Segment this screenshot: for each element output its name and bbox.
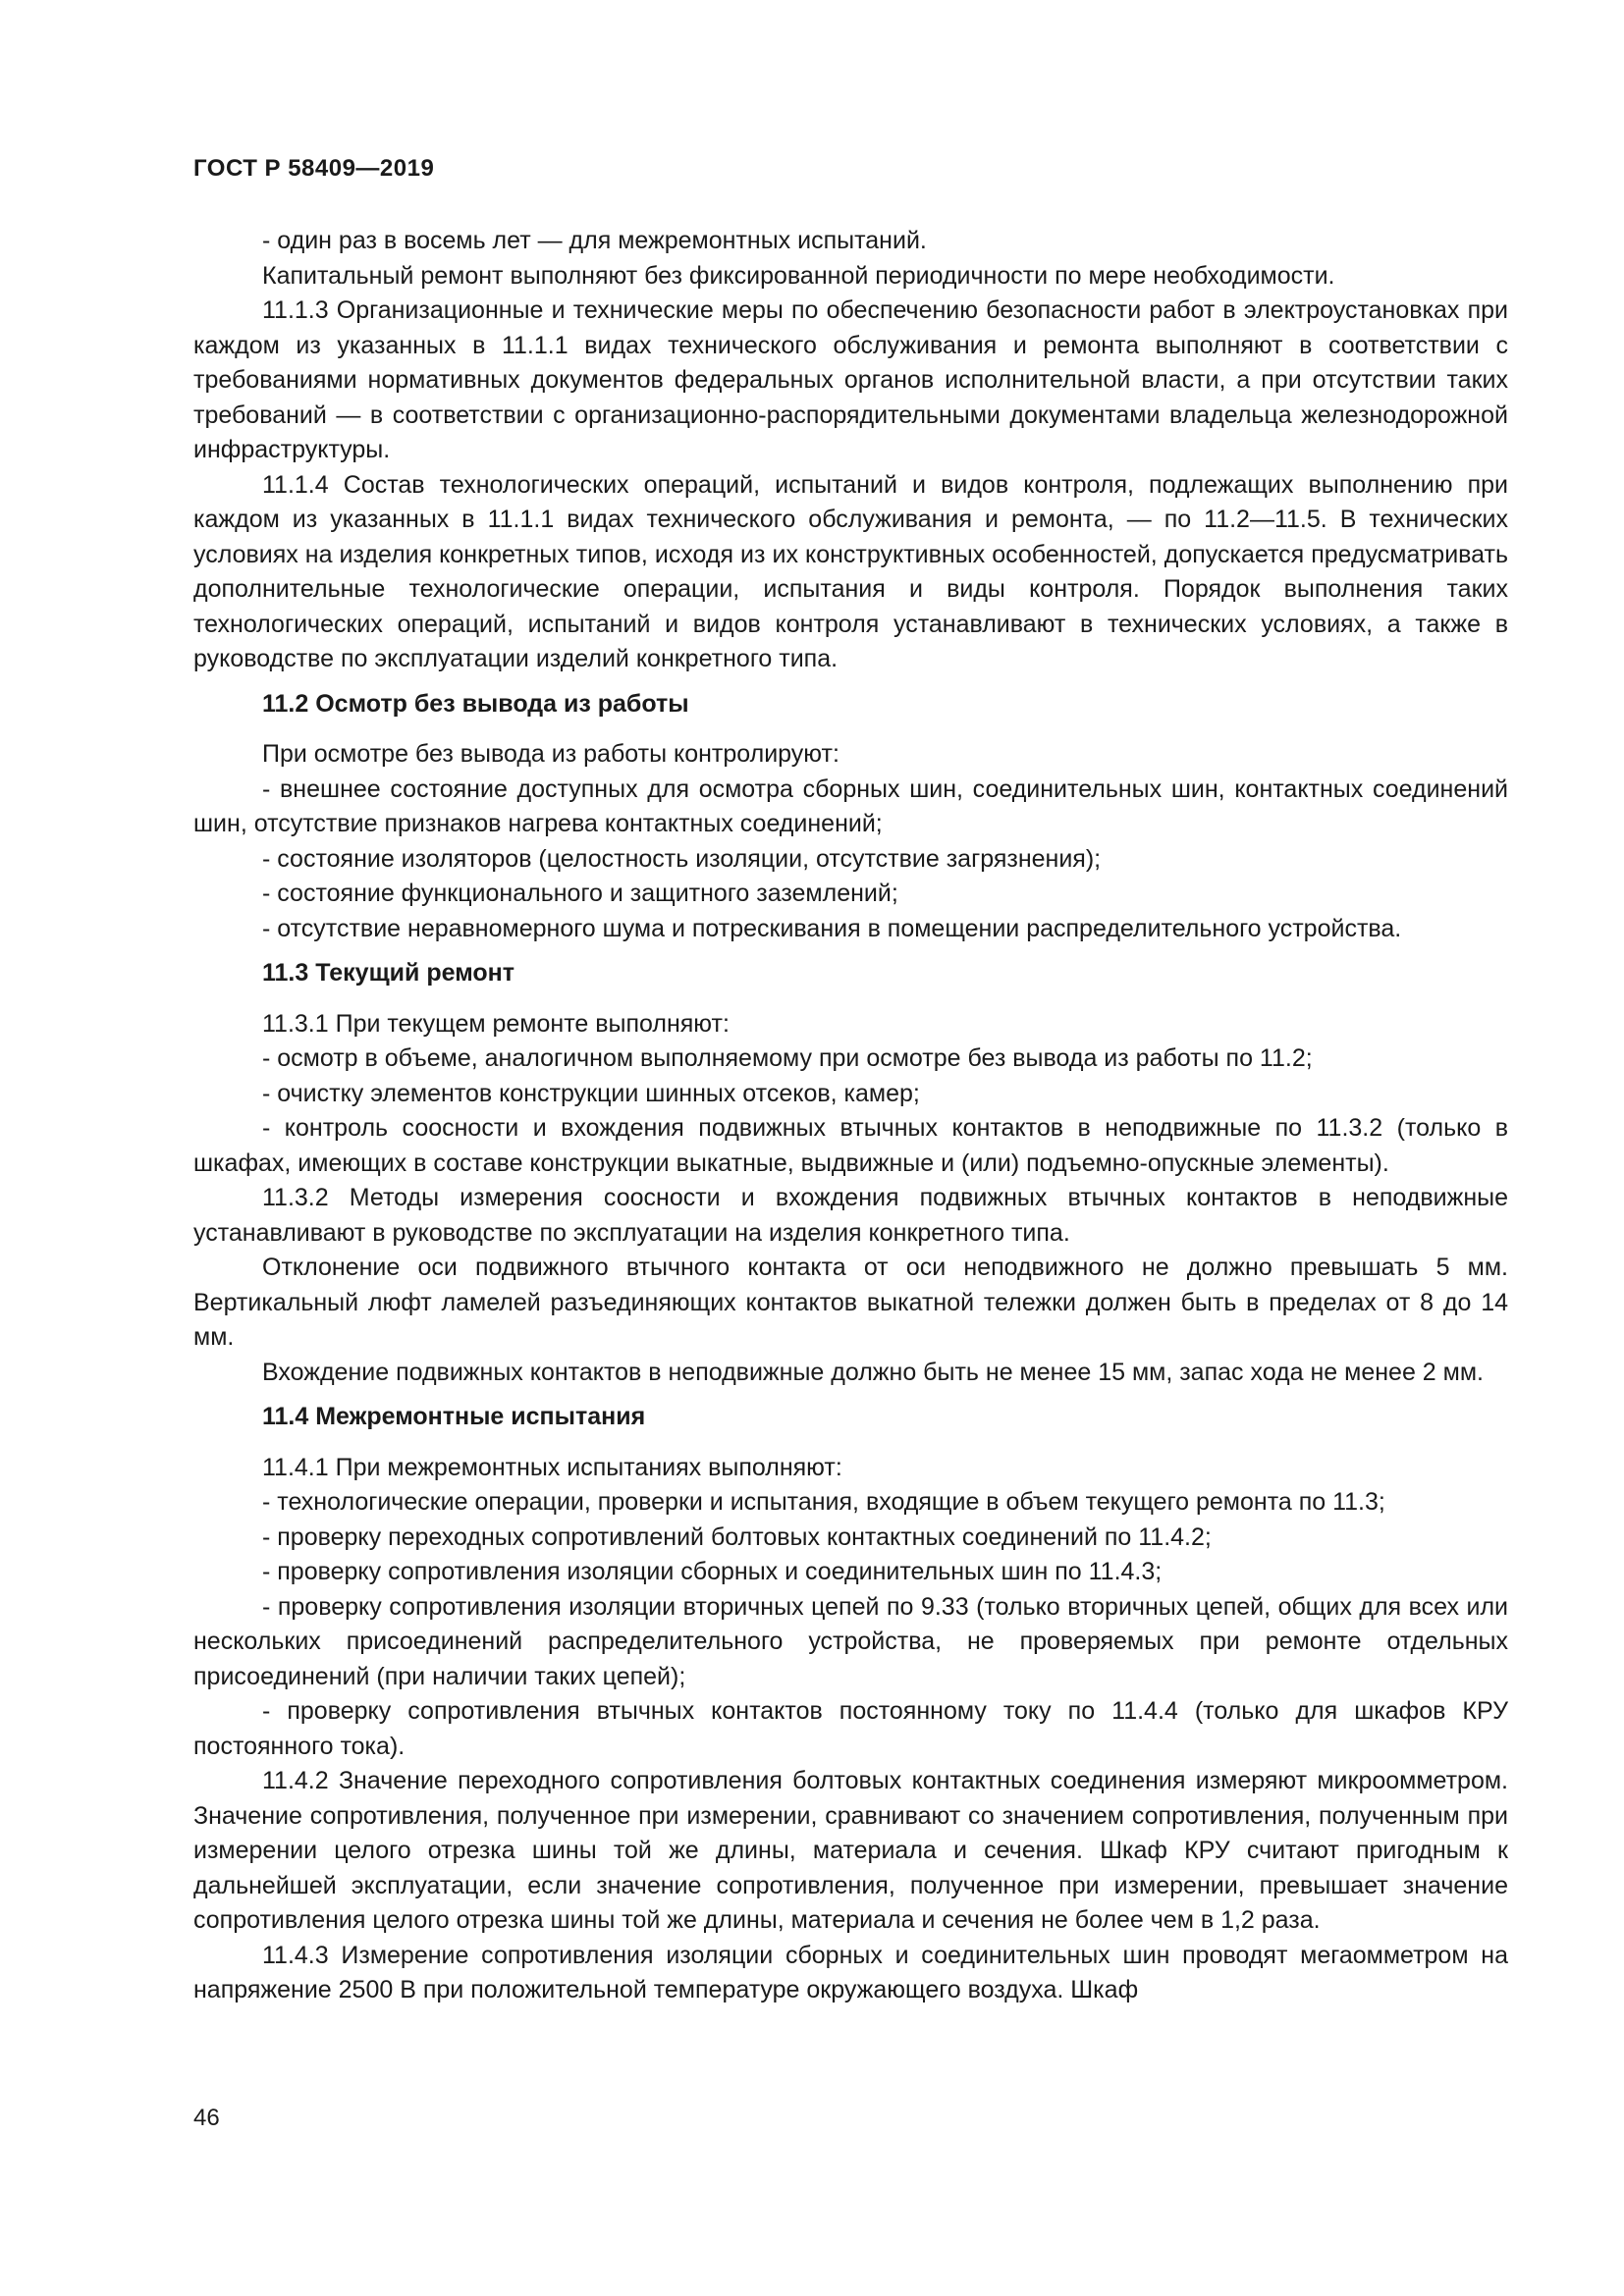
paragraph: Вхождение подвижных контактов в неподвижные должно быть не менее 15 мм, запас хода не менее 2 мм. <box>262 1358 1484 1386</box>
paragraph: 11.3.2 Методы измерения соосности и вхождения подвижных втычных контактов в неподвижные устанавливают в руководстве по эксплуатации на изделия конкретного типа. <box>193 1184 1508 1247</box>
section-heading-11-4: 11.4 Межремонтные испытания <box>262 1403 646 1430</box>
paragraph: - один раз в восемь лет — для межремонтных испытаний. <box>262 227 927 254</box>
paragraph: 11.4.3 Измерение сопротивления изоляции сборных и соединительных шин проводят мегаомметром на напряжение 2500 В при положительной температуре окружающего воздуха. Шкаф <box>193 1941 1508 2003</box>
paragraph: 11.1.3 Организационные и технические меры по обеспечению безопасности работ в электроустановках при каждом из указанных в 11.1.1 видах технического обслуживания и ремонта выполняют в соответствии с требованиями нормативных документов федеральных органов исполнительной власти, а при отсутствии таких требований — в соответствии с организационно-распорядительными документами владельца железнодорожной инфраструктуры. <box>193 296 1508 463</box>
paragraph: 11.1.4 Состав технологических операций, испытаний и видов контроля, подлежащих выполнению при каждом из указанных в 11.1.1 видах технического обслуживания и ремонта, — по 11.2—11.5. В технических условиях на изделия конкретных типов, исходя из их конструктивных особенностей, допускается предусматривать дополнительные технологические операции, испытания и виды контроля. Порядок выполнения таких технологических операций, испытаний и видов контроля устанавливают в технических условиях, а также в руководстве по эксплуатации изделий конкретного типа. <box>193 470 1508 672</box>
list-item: - внешнее состояние доступных для осмотра сборных шин, соединительных шин, контактных соединений шин, отсутствие признаков нагрева контактных соединений; <box>193 774 1508 837</box>
list-item: - технологические операции, проверки и испытания, входящие в объем текущего ремонта по 11.3; <box>262 1488 1385 1516</box>
list-item: - проверку переходных сопротивлений болтовых контактных соединений по 11.4.2; <box>262 1522 1212 1551</box>
paragraph: Отклонение оси подвижного втычного контакта от оси неподвижного не должно превышать 5 мм. Вертикальный люфт ламелей разъединяющих контактов выкатной тележки должен быть в пределах от 8 до 14 мм. <box>193 1254 1508 1351</box>
list-item: - проверку сопротивления втычных контактов постоянному току по 11.4.4 (только для шкафов КРУ постоянного тока). <box>193 1697 1508 1760</box>
list-item: - отсутствие неравномерного шума и потрескивания в помещении распределительного устройства. <box>262 914 1402 942</box>
list-item: - очистку элементов конструкции шинных отсеков, камер; <box>262 1079 920 1107</box>
page-number: 46 <box>193 2105 220 2131</box>
paragraph: Капитальный ремонт выполняют без фиксированной периодичности по мере необходимости. <box>262 261 1335 290</box>
document-header: ГОСТ Р 58409—2019 <box>193 155 435 182</box>
list-item: - состояние функционального и защитного заземлений; <box>262 880 898 907</box>
document-body <box>193 224 1508 2008</box>
list-item: - проверку сопротивления изоляции вторичных цепей по 9.33 (только вторичных цепей, общих для всех или нескольких присоединений распределительного устройства, не проверяемых при ремонте отдельных присоединений (при наличии таких цепей); <box>193 1592 1508 1690</box>
list-item: - осмотр в объеме, аналогичном выполняемому при осмотре без вывода из работы по 11.2; <box>262 1044 1313 1072</box>
paragraph: При осмотре без вывода из работы контролируют: <box>262 740 839 768</box>
section-heading-11-3: 11.3 Текущий ремонт <box>262 959 514 987</box>
list-item: - контроль соосности и вхождения подвижных втычных контактов в неподвижные по 11.3.2 (только в шкафах, имеющих в составе конструкции выкатные, выдвижные и (или) подъемно-опускные элементы). <box>193 1114 1508 1177</box>
list-item: - состояние изоляторов (целостность изоляции, отсутствие загрязнения); <box>262 844 1102 873</box>
section-heading-11-2: 11.2 Осмотр без вывода из работы <box>262 689 689 718</box>
paragraph: 11.4.2 Значение переходного сопротивления болтовых контактных соединения измеряют микроомметром. Значение сопротивления, полученное при измерении, сравнивают со значением сопротивления, полученным при измерении целого отрезка шины той же длины, материала и сечения. Шкаф КРУ считают пригодным к дальнейшей эксплуатации, если значение сопротивления, полученное при измерении, превышает значение сопротивления целого отрезка шины той же длины, материала и сечения не более чем в 1,2 раза. <box>193 1767 1508 1934</box>
paragraph: 11.4.1 При межремонтных испытаниях выполняют: <box>262 1453 842 1481</box>
paragraph: 11.3.1 При текущем ремонте выполняют: <box>262 1009 730 1038</box>
list-item: - проверку сопротивления изоляции сборных и соединительных шин по 11.4.3; <box>262 1558 1163 1585</box>
